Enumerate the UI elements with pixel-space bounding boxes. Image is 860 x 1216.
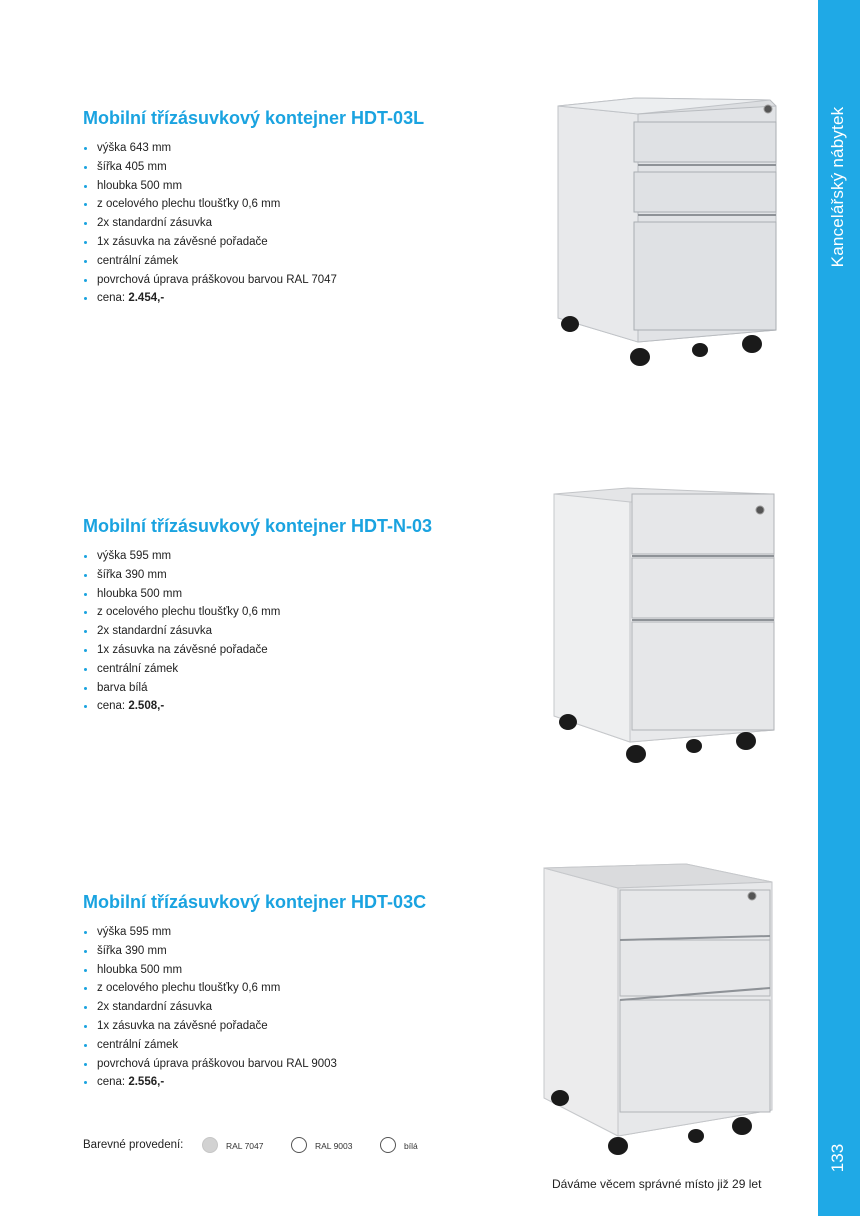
price-label: cena: bbox=[97, 292, 126, 305]
color-options bbox=[83, 1134, 523, 1158]
product-title: Mobilní třízásuvkový kontejner HDT-N-03 bbox=[83, 516, 433, 536]
spec-item: povrchová úprava práškovou barvou RAL 7047 bbox=[83, 271, 523, 290]
price-value: 2.556,- bbox=[128, 1076, 165, 1089]
price-label: cena: bbox=[97, 700, 126, 713]
swatch-label: RAL 7047 bbox=[226, 1141, 264, 1151]
spec-item: hloubka 500 mm bbox=[83, 585, 523, 604]
product-title: Mobilní třízásuvkový kontejner HDT-03L bbox=[83, 108, 425, 128]
swatch-ral-7047 bbox=[202, 1137, 218, 1153]
product-hdt-03l bbox=[83, 107, 523, 308]
product-hdt-n-03 bbox=[83, 515, 523, 716]
page-number: 133 bbox=[828, 1143, 847, 1173]
cabinet-image-hdt-n-03 bbox=[544, 484, 788, 768]
spec-item: barva bílá bbox=[83, 679, 523, 698]
spec-list bbox=[83, 923, 523, 1092]
spec-item: hloubka 500 mm bbox=[83, 961, 523, 980]
spec-item: hloubka 500 mm bbox=[83, 177, 523, 196]
spec-item: výška 595 mm bbox=[83, 547, 523, 566]
price-label: cena: bbox=[97, 1076, 126, 1089]
price-item bbox=[83, 1073, 523, 1092]
spec-item: 1x zásuvka na závěsné pořadače bbox=[83, 1017, 523, 1036]
spec-item: povrchová úprava práškovou barvou RAL 9003 bbox=[83, 1055, 523, 1074]
spec-item: šířka 390 mm bbox=[83, 566, 523, 585]
spec-item: centrální zámek bbox=[83, 660, 523, 679]
spec-item: 2x standardní zásuvka bbox=[83, 622, 523, 641]
spec-item: z ocelového plechu tloušťky 0,6 mm bbox=[83, 195, 523, 214]
section-title: Kancelářský nábytek bbox=[828, 106, 847, 268]
spec-item: šířka 390 mm bbox=[83, 942, 523, 961]
footer-tagline: Dáváme věcem správné místo již 29 let bbox=[552, 1177, 762, 1191]
swatch-white bbox=[380, 1137, 396, 1153]
cabinet-image-hdt-03c bbox=[538, 860, 778, 1160]
spec-item: z ocelového plechu tloušťky 0,6 mm bbox=[83, 603, 523, 622]
spec-item: šířka 405 mm bbox=[83, 158, 523, 177]
price-item bbox=[83, 697, 523, 716]
price-value: 2.454,- bbox=[128, 292, 165, 305]
spec-item: centrální zámek bbox=[83, 252, 523, 271]
price-item bbox=[83, 289, 523, 308]
spec-item: z ocelového plechu tloušťky 0,6 mm bbox=[83, 979, 523, 998]
price-value: 2.508,- bbox=[128, 700, 165, 713]
product-hdt-03c bbox=[83, 891, 523, 1092]
spec-list bbox=[83, 547, 523, 716]
spec-item: výška 595 mm bbox=[83, 923, 523, 942]
product-title: Mobilní třízásuvkový kontejner HDT-03C bbox=[83, 892, 427, 912]
spec-item: 2x standardní zásuvka bbox=[83, 998, 523, 1017]
spec-list bbox=[83, 139, 523, 308]
spec-item: 1x zásuvka na závěsné pořadače bbox=[83, 233, 523, 252]
color-options-label: Barevné provedení: bbox=[83, 1139, 184, 1151]
spec-item: 2x standardní zásuvka bbox=[83, 214, 523, 233]
swatch-label: bílá bbox=[404, 1141, 418, 1151]
spec-item: výška 643 mm bbox=[83, 139, 523, 158]
swatch-label: RAL 9003 bbox=[315, 1141, 353, 1151]
spec-item: centrální zámek bbox=[83, 1036, 523, 1055]
spec-item: 1x zásuvka na závěsné pořadače bbox=[83, 641, 523, 660]
cabinet-image-hdt-03l bbox=[548, 92, 788, 374]
swatch-ral-9003 bbox=[291, 1137, 307, 1153]
